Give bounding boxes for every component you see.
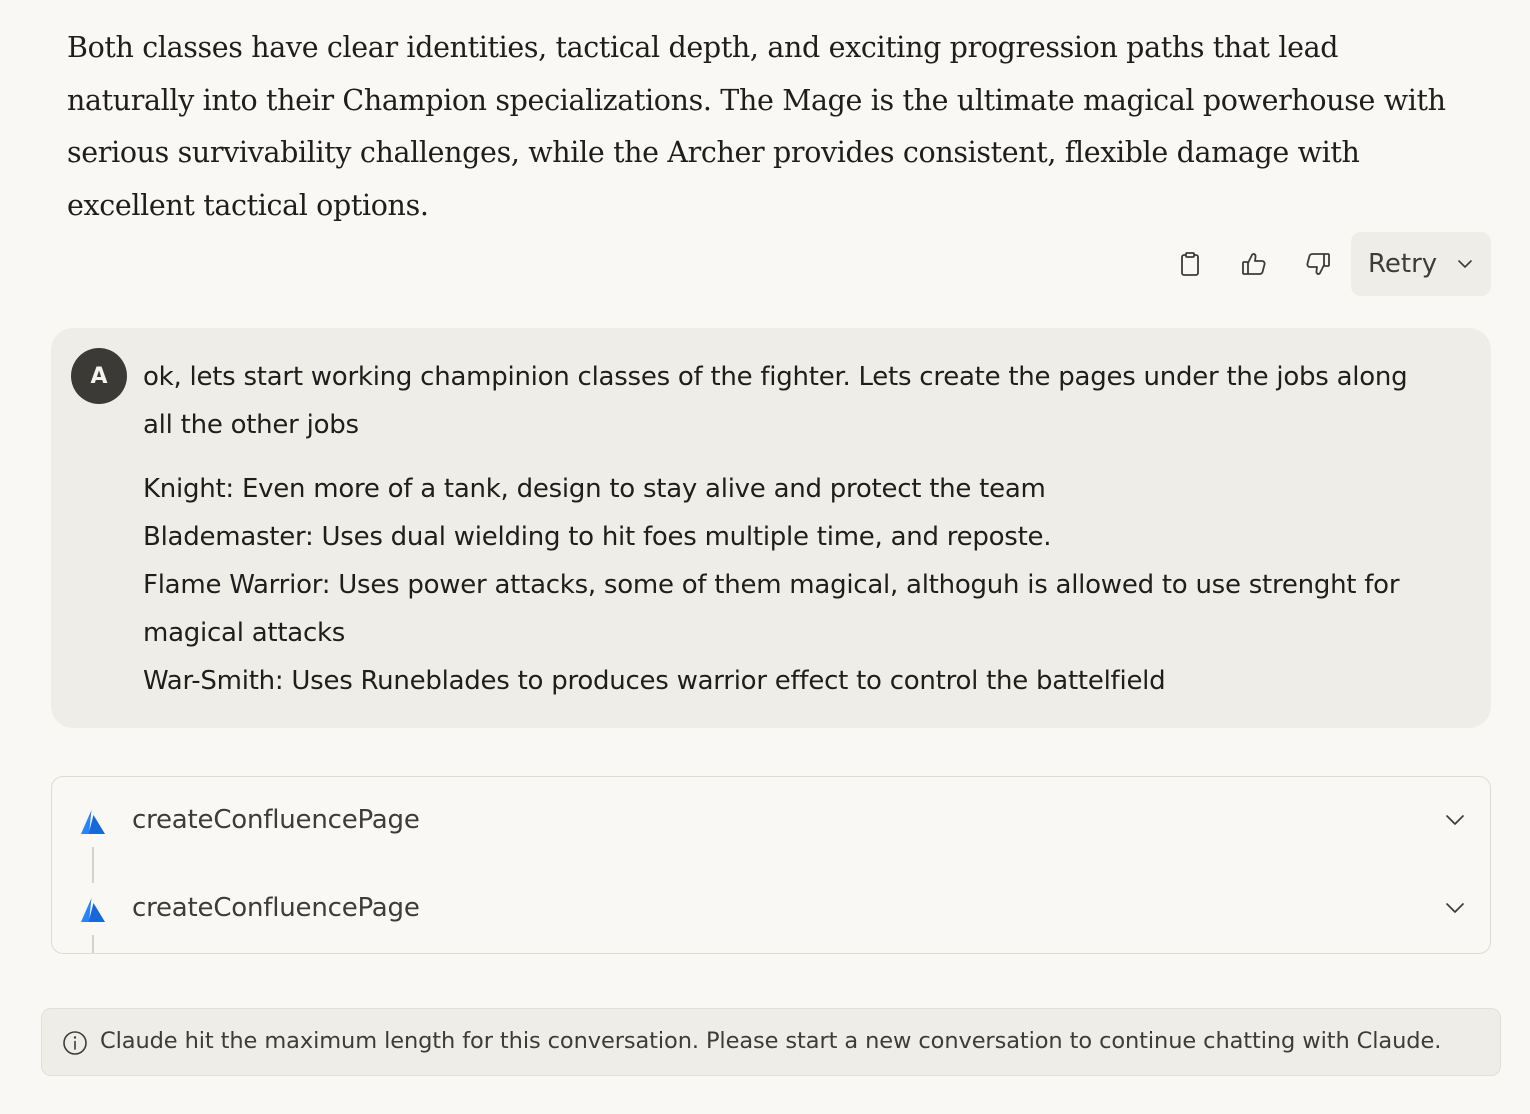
class-line-war-smith: War-Smith: Uses Runeblades to produces warrior effect to control the battelfield: [143, 666, 1166, 696]
tool-calls-card: [51, 776, 1491, 954]
class-list: [143, 465, 1443, 705]
thumbs-up-button[interactable]: [1224, 232, 1284, 296]
class-line-flame-warrior: Flame Warrior: Uses power attacks, some of them magical, althoguh is allowed to use strenght for magical attacks: [143, 570, 1400, 648]
timeline-connector: [92, 935, 94, 954]
confluence-icon: [78, 895, 108, 925]
tool-call-row[interactable]: [52, 791, 1490, 851]
class-line-blademaster: Blademaster: Uses dual wielding to hit foes multiple time, and reposte.: [143, 522, 1052, 552]
max-length-notice: [41, 1008, 1501, 1076]
chevron-down-icon[interactable]: [1444, 811, 1466, 829]
retry-label: Retry: [1368, 249, 1438, 279]
tool-call-name: createConfluencePage: [132, 893, 420, 923]
tool-call-row[interactable]: [52, 879, 1490, 939]
retry-button[interactable]: [1351, 232, 1491, 296]
tool-call-name: createConfluencePage: [132, 805, 420, 835]
user-message-text: [143, 353, 1443, 705]
avatar: A: [71, 348, 127, 404]
notice-text: Claude hit the maximum length for this conversation. Please start a new conversation to continue chatting with Claude.: [100, 1028, 1442, 1054]
user-message: [51, 328, 1491, 728]
class-line-knight: Knight: Even more of a tank, design to stay alive and protect the team: [143, 474, 1046, 504]
thumbs-down-button[interactable]: [1288, 232, 1348, 296]
chevron-down-icon[interactable]: [1444, 899, 1466, 917]
thumbs-up-icon: [1240, 250, 1268, 278]
assistant-response-text: Both classes have clear identities, tactical depth, and exciting progression paths that lead naturally into their Champion specializations. The Mage is the ultimate magical powerhouse with serious survivability challenges, while the Archer provides consistent, flexible damage with excellent tactical options.: [67, 31, 1446, 223]
timeline-connector: [92, 847, 94, 883]
thumbs-down-icon: [1304, 250, 1332, 278]
chevron-down-icon: [1456, 256, 1474, 272]
info-icon: [62, 1030, 88, 1056]
user-message-intro: ok, lets start working champinion classes of the fighter. Lets create the pages under the jobs along all the other jobs: [143, 362, 1408, 440]
message-actions: [1156, 232, 1492, 296]
clipboard-icon: [1176, 250, 1204, 278]
copy-button[interactable]: [1160, 232, 1220, 296]
confluence-icon: [78, 807, 108, 837]
